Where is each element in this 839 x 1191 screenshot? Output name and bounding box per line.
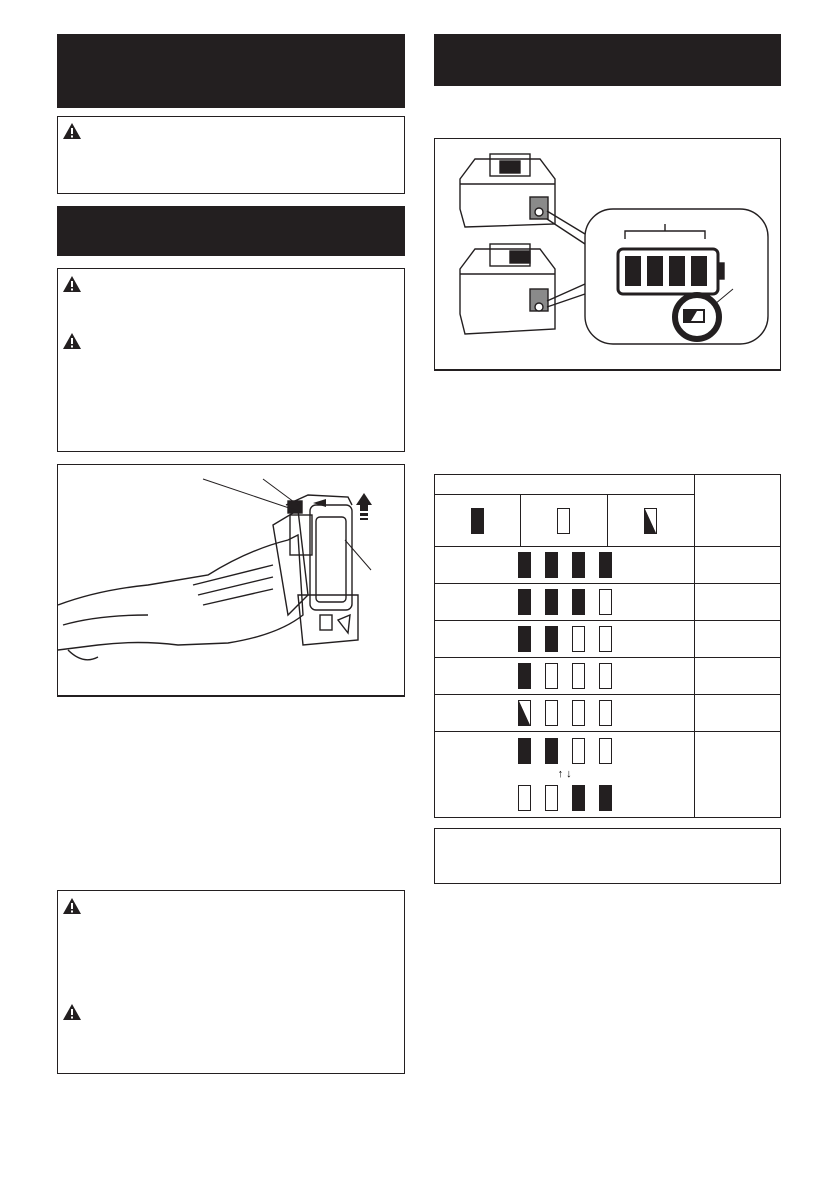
indicator-lamp: [572, 785, 585, 811]
indicator-lamp: [599, 700, 612, 726]
indicator-lamp: [572, 626, 585, 652]
indicator-lamp: [572, 663, 585, 689]
indicator-lamp: [599, 589, 612, 615]
indicator-lamp: [471, 508, 484, 534]
table-row: [435, 584, 781, 621]
legend-blinking: [607, 495, 695, 547]
table-header-lamps: [435, 475, 695, 495]
indicator-lamp: [599, 663, 612, 689]
indicator-lamp: [572, 552, 585, 578]
section-header-left-1: [57, 34, 405, 108]
indicator-lamp: [545, 663, 558, 689]
indicator-lamp: [518, 785, 531, 811]
tool-illustration-frame: [57, 464, 405, 696]
indicator-lamp: [557, 508, 570, 534]
alternating-arrows: [435, 769, 694, 780]
indicator-lamp: [518, 552, 531, 578]
indicator-table: [434, 474, 781, 818]
battery-illustration-frame: [434, 138, 781, 370]
table-row-alternating: [435, 732, 781, 818]
indicator-lamp: [545, 738, 558, 764]
arrow-up-icon: ↑: [557, 768, 564, 780]
indicator-lamp: [518, 700, 531, 726]
indicator-lamp: [599, 552, 612, 578]
note-box: [434, 828, 781, 884]
table-row: [435, 621, 781, 658]
indicator-lamp: [518, 626, 531, 652]
legend-off: [520, 495, 607, 547]
indicator-lamp: [599, 626, 612, 652]
indicator-lamp: [545, 700, 558, 726]
warning-triangle-icon: [62, 897, 82, 915]
indicator-lamp: [518, 738, 531, 764]
indicator-lamp: [599, 738, 612, 764]
warning-triangle-icon: [62, 332, 82, 350]
indicator-lamp: [545, 552, 558, 578]
warning-box-2: [57, 268, 405, 452]
legend-on: [435, 495, 521, 547]
arrow-down-icon: ↓: [566, 768, 572, 780]
indicator-lamp: [572, 700, 585, 726]
section-header-left-2: [57, 206, 405, 256]
table-row: [435, 695, 781, 732]
indicator-lamp: [545, 589, 558, 615]
tool-battery-illustration: [58, 465, 404, 695]
indicator-lamp: [572, 589, 585, 615]
table-row: [435, 658, 781, 695]
table-header-capacity: [695, 475, 781, 547]
battery-indicator-illustration: [435, 139, 780, 369]
indicator-lamp: [545, 785, 558, 811]
indicator-lamp: [518, 663, 531, 689]
warning-triangle-icon: [62, 122, 82, 140]
indicator-lamp: [599, 785, 612, 811]
indicator-lamp: [572, 738, 585, 764]
indicator-lamp: [518, 589, 531, 615]
warning-triangle-icon: [62, 275, 82, 293]
section-header-right: [434, 34, 781, 86]
table-row: [435, 547, 781, 584]
indicator-lamp: [644, 508, 657, 534]
figure-rule: [57, 695, 405, 697]
figure-rule-right: [434, 369, 781, 371]
warning-box-1: [57, 116, 405, 194]
warning-box-3: [57, 890, 405, 1074]
indicator-lamp: [545, 626, 558, 652]
warning-triangle-icon: [62, 1003, 82, 1021]
